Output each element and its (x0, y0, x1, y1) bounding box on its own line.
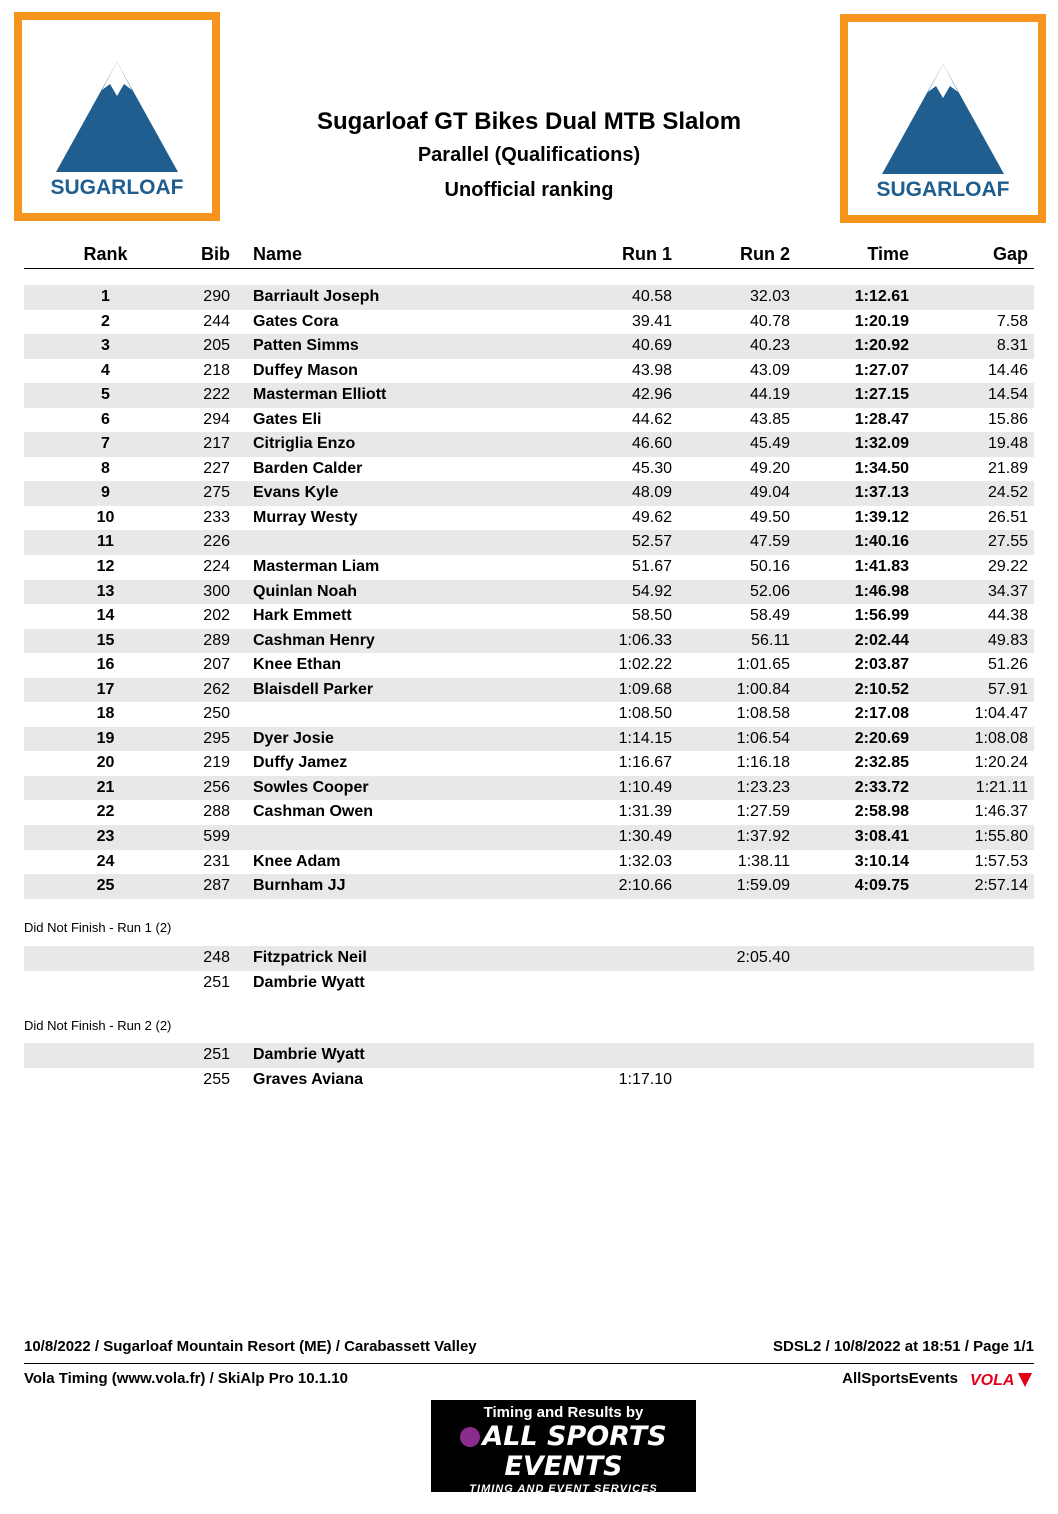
sponsor-line3: TIMING AND EVENT SERVICES (469, 1483, 658, 1495)
logo-text: SUGARLOAF (876, 178, 1010, 201)
cell-bib: 251 (203, 973, 230, 991)
cell-run1: 40.69 (631, 337, 672, 355)
cell-rank: 4 (101, 361, 110, 379)
cell-bib: 218 (203, 361, 230, 379)
cell-bib: 290 (203, 288, 230, 305)
cell-run2: 45.49 (749, 435, 790, 453)
cell-rank: 13 (96, 582, 115, 600)
cell-run1: 46.60 (631, 435, 672, 453)
cell-bib: 288 (203, 803, 230, 821)
cell-name: Murray Westy (253, 508, 358, 526)
cell-bib: 207 (203, 656, 230, 674)
cell-gap: 1:46.37 (974, 803, 1028, 821)
cell-run2: 40.78 (749, 312, 790, 330)
cell-gap: 29.22 (987, 558, 1028, 576)
cell-rank: 7 (101, 435, 110, 453)
cell-name: Graves Aviana (253, 1070, 363, 1088)
cell-rank: 15 (96, 631, 115, 649)
cell-name: Dyer Josie (253, 729, 334, 747)
cell-run2: 1:01.65 (736, 656, 790, 674)
cell-run2: 43.85 (749, 410, 790, 428)
table-row (24, 1068, 1034, 1093)
cell-gap: 1:04.47 (974, 705, 1028, 723)
cell-name: Duffey Mason (253, 361, 358, 379)
event-subtitle: Parallel (Qualifications) (417, 144, 641, 166)
cell-bib: 275 (203, 484, 230, 502)
cell-time: 2:17.08 (854, 705, 909, 723)
cell-name: Gates Eli (253, 410, 322, 428)
cell-run2: 58.49 (749, 607, 790, 625)
cell-name: Hark Emmett (253, 607, 352, 625)
cell-rank: 17 (96, 680, 115, 698)
cell-bib: 255 (203, 1070, 230, 1088)
cell-rank: 20 (96, 754, 115, 772)
cell-run2: 44.19 (749, 386, 790, 404)
cell-bib: 294 (203, 410, 230, 428)
cell-name: Masterman Liam (253, 558, 380, 576)
table-row (24, 800, 1034, 825)
cell-rank: 19 (96, 729, 115, 747)
cell-run1: 1:10.49 (618, 778, 672, 796)
cell-rank: 9 (101, 484, 110, 502)
dnf-run2-label: Did Not Finish - Run 2 (2) (24, 1018, 172, 1033)
cell-bib: 287 (203, 877, 230, 895)
table-row (24, 383, 1034, 408)
cell-rank: 6 (101, 410, 110, 428)
cell-name: Knee Ethan (253, 656, 342, 674)
cell-name: Evans Kyle (253, 484, 339, 502)
ranking-label: Unofficial ranking (444, 179, 614, 201)
cell-bib: 262 (203, 680, 230, 698)
cell-rank: 24 (96, 852, 115, 870)
cell-run2: 52.06 (749, 582, 790, 600)
cell-name: Citriglia Enzo (253, 435, 356, 453)
cell-gap: 57.91 (987, 680, 1028, 698)
cell-run2: 1:06.54 (736, 729, 790, 747)
cell-rank: 10 (96, 508, 115, 526)
sugarloaf-logo-left (14, 12, 220, 221)
cell-time: 1:56.99 (854, 607, 909, 625)
cell-run1: 58.50 (631, 607, 672, 625)
cell-run1: 1:31.39 (618, 803, 672, 821)
cell-gap: 26.51 (987, 508, 1028, 526)
cell-run2: 40.23 (749, 337, 790, 355)
cell-run2: 50.16 (749, 558, 790, 576)
col-rank: Rank (83, 244, 128, 264)
cell-rank: 11 (97, 533, 114, 551)
table-row (24, 874, 1034, 899)
cell-bib: 219 (203, 754, 230, 772)
cell-gap: 8.31 (996, 337, 1028, 355)
cell-time: 1:39.12 (854, 508, 909, 526)
cell-run1: 1:02.22 (618, 656, 672, 674)
cell-rank: 18 (96, 705, 115, 723)
cell-rank: 2 (101, 312, 110, 330)
cell-bib: 231 (203, 852, 230, 870)
cell-gap: 14.46 (987, 361, 1028, 379)
cell-time: 2:32.85 (854, 754, 909, 772)
cell-bib: 248 (203, 949, 230, 966)
cell-gap: 1:21.11 (975, 778, 1028, 796)
cell-gap: 1:57.53 (974, 852, 1028, 870)
cell-gap: 2:57.14 (974, 877, 1028, 895)
table-row (24, 776, 1034, 801)
results-header (24, 242, 1034, 269)
cell-run1: 1:32.03 (618, 852, 672, 870)
cell-run1: 49.62 (631, 508, 672, 526)
cell-name: Masterman Elliott (253, 386, 387, 404)
svg-text:VOLA: VOLA (970, 1372, 1015, 1389)
cell-bib: 244 (203, 312, 230, 330)
cell-time: 1:28.47 (854, 410, 909, 428)
cell-run2: 1:16.18 (736, 754, 790, 772)
software-credit: Vola Timing (www.vola.fr) / SkiAlp Pro 10.1.10 (24, 1370, 348, 1387)
cell-rank: 21 (96, 778, 115, 796)
results-table (24, 285, 1034, 899)
table-row (24, 359, 1034, 384)
col-time: Time (867, 244, 909, 264)
cell-rank: 25 (96, 877, 115, 895)
cell-time: 2:10.52 (854, 680, 909, 698)
cell-gap: 24.52 (987, 484, 1028, 502)
cell-bib: 202 (203, 607, 230, 625)
col-bib: Bib (201, 244, 230, 264)
cell-time: 1:20.19 (854, 312, 909, 330)
cell-run1: 1:06.33 (618, 631, 672, 649)
table-row (24, 629, 1034, 654)
table-row (24, 971, 1034, 996)
col-name: Name (253, 244, 303, 264)
cell-run2: 49.50 (749, 508, 790, 526)
cell-gap: 27.55 (987, 533, 1028, 551)
cell-gap: 7.58 (996, 312, 1028, 330)
table-row (24, 580, 1034, 605)
cell-gap: 49.83 (987, 631, 1028, 649)
cell-name: Knee Adam (253, 852, 341, 870)
table-row (24, 604, 1034, 629)
footer-software (24, 1370, 1034, 1394)
cell-run2: 49.04 (749, 484, 790, 502)
cell-name: Cashman Henry (253, 631, 375, 649)
cell-bib: 300 (203, 582, 230, 600)
cell-time: 2:33.72 (854, 778, 909, 796)
cell-bib: 295 (203, 729, 230, 747)
cell-name: Sowles Cooper (253, 778, 369, 796)
cell-gap: 14.54 (987, 386, 1028, 404)
cell-bib: 289 (203, 631, 230, 649)
mountain-icon (848, 22, 1038, 215)
table-row (24, 727, 1034, 752)
table-row (24, 408, 1034, 433)
vola-logo (968, 1370, 1034, 1390)
cell-time: 1:41.83 (854, 558, 909, 576)
cell-gap: 1:08.08 (974, 729, 1028, 747)
stopwatch-icon (460, 1427, 480, 1447)
cell-time: 1:37.13 (854, 484, 909, 502)
cell-run2: 47.59 (749, 533, 790, 551)
cell-run1: 1:16.67 (618, 754, 672, 772)
table-row (24, 678, 1034, 703)
table-row (24, 457, 1034, 482)
cell-run1: 51.67 (631, 558, 672, 576)
table-row (24, 530, 1034, 555)
cell-time: 1:27.07 (854, 361, 909, 379)
cell-name: Quinlan Noah (253, 582, 357, 600)
cell-run2: 56.11 (751, 631, 790, 649)
footer-info (24, 1336, 1034, 1364)
cell-run1: 39.41 (631, 312, 672, 330)
cell-time: 2:03.87 (854, 656, 909, 674)
cell-run2: 32.03 (749, 288, 790, 305)
table-row (24, 825, 1034, 850)
cell-bib: 227 (203, 459, 230, 477)
cell-run2: 1:38.11 (737, 852, 790, 870)
cell-bib: 222 (203, 386, 230, 404)
cell-rank: 3 (101, 337, 110, 355)
cell-rank: 22 (96, 803, 115, 821)
cell-rank: 1 (101, 288, 110, 305)
cell-gap: 44.38 (987, 607, 1028, 625)
cell-name: Gates Cora (253, 312, 339, 330)
col-run1: Run 1 (621, 244, 672, 264)
cell-bib: 205 (203, 337, 230, 355)
table-row (24, 310, 1034, 335)
footer-page-info: SDSL2 / 10/8/2022 at 18:51 / Page 1/1 (773, 1338, 1034, 1355)
cell-gap: 1:20.24 (974, 754, 1028, 772)
cell-run2: 1:23.23 (736, 778, 790, 796)
table-row (24, 946, 1034, 971)
cell-rank: 8 (101, 459, 110, 477)
cell-run1: 1:17.10 (618, 1070, 672, 1088)
dnf-run2-table (24, 1043, 1034, 1092)
cell-run2: 2:05.40 (736, 949, 790, 966)
dnf-run1-table (24, 946, 1034, 995)
sponsor-line2: ALL SPORTS EVENTS (482, 1421, 667, 1482)
cell-time: 1:46.98 (854, 582, 909, 600)
cell-name: Cashman Owen (253, 803, 374, 821)
cell-run1: 54.92 (631, 582, 672, 600)
dnf-run1-label: Did Not Finish - Run 1 (2) (24, 920, 172, 935)
table-row (24, 850, 1034, 875)
col-gap: Gap (992, 244, 1028, 264)
cell-time: 1:34.50 (854, 459, 909, 477)
table-row (24, 1043, 1034, 1068)
cell-run1: 44.62 (631, 410, 672, 428)
cell-gap: 1:55.80 (974, 828, 1028, 846)
cell-time: 1:32.09 (854, 435, 909, 453)
cell-run1: 42.96 (631, 386, 672, 404)
cell-run2: 1:37.92 (736, 828, 790, 846)
cell-time: 2:58.98 (854, 803, 909, 821)
sugarloaf-logo-right (840, 14, 1046, 223)
cell-name: Barden Calder (253, 459, 363, 477)
cell-name: Dambrie Wyatt (253, 973, 365, 991)
cell-time: 2:20.69 (854, 729, 909, 747)
cell-time: 4:09.75 (854, 877, 909, 895)
title-block (230, 106, 828, 208)
table-row (24, 653, 1034, 678)
cell-gap: 51.26 (987, 656, 1028, 674)
cell-bib: 224 (203, 558, 230, 576)
cell-bib: 226 (203, 533, 230, 551)
table-row (24, 702, 1034, 727)
sponsor-line1: Timing and Results by (483, 1404, 644, 1421)
cell-gap: 34.37 (987, 582, 1028, 600)
table-row (24, 481, 1034, 506)
cell-name: Barriault Joseph (253, 288, 380, 305)
cell-rank: 16 (96, 656, 115, 674)
cell-rank: 14 (96, 607, 115, 625)
cell-name: Patten Simms (253, 337, 359, 355)
cell-run2: 1:59.09 (736, 877, 790, 895)
cell-name: Fitzpatrick Neil (253, 949, 367, 966)
cell-time: 1:40.16 (854, 533, 909, 551)
cell-run1: 1:14.15 (618, 729, 672, 747)
cell-run2: 49.20 (749, 459, 790, 477)
cell-rank: 23 (96, 828, 115, 846)
cell-run2: 43.09 (749, 361, 790, 379)
cell-run1: 1:30.49 (618, 828, 672, 846)
cell-gap: 21.89 (987, 459, 1028, 477)
cell-gap: 19.48 (987, 435, 1028, 453)
cell-time: 1:12.61 (854, 288, 909, 305)
logo-text: SUGARLOAF (50, 176, 184, 199)
table-row (24, 751, 1034, 776)
cell-name: Burnham JJ (253, 877, 346, 895)
cell-gap: 15.86 (987, 410, 1028, 428)
cell-bib: 250 (203, 705, 230, 723)
cell-run1: 48.09 (631, 484, 672, 502)
cell-run2: 1:27.59 (736, 803, 790, 821)
cell-run1: 1:08.50 (618, 705, 672, 723)
sponsor-line4: www.allsportsevents.com (477, 1497, 650, 1513)
cell-bib: 217 (203, 435, 230, 453)
cell-run1: 52.57 (631, 533, 672, 551)
cell-name: Blaisdell Parker (253, 680, 374, 698)
table-row (24, 334, 1034, 359)
cell-time: 3:10.14 (854, 852, 909, 870)
mountain-icon (22, 20, 212, 213)
cell-rank: 5 (101, 386, 110, 404)
all-sports-events-banner (431, 1400, 696, 1513)
cell-run1: 45.30 (631, 459, 672, 477)
cell-bib: 233 (203, 508, 230, 526)
cell-run1: 1:09.68 (618, 680, 672, 698)
cell-name: Dambrie Wyatt (253, 1046, 365, 1063)
footer-event-info: 10/8/2022 / Sugarloaf Mountain Resort (ME) / Carabassett Valley (24, 1338, 477, 1355)
table-row (24, 285, 1034, 310)
table-row (24, 506, 1034, 531)
cell-rank: 12 (96, 558, 115, 576)
cell-time: 2:02.44 (854, 631, 909, 649)
cell-bib: 251 (203, 1046, 230, 1063)
cell-bib: 256 (203, 778, 230, 796)
cell-run2: 1:08.58 (736, 705, 790, 723)
cell-run1: 43.98 (631, 361, 672, 379)
event-title: Sugarloaf GT Bikes Dual MTB Slalom (316, 108, 742, 135)
cell-run1: 2:10.66 (618, 877, 672, 895)
cell-time: 1:20.92 (854, 337, 909, 355)
cell-name: Duffy Jamez (253, 754, 348, 772)
col-run2: Run 2 (739, 244, 790, 264)
cell-time: 1:27.15 (854, 386, 909, 404)
cell-run2: 1:00.84 (736, 680, 790, 698)
table-row (24, 555, 1034, 580)
cell-run1: 40.58 (631, 288, 672, 305)
table-row (24, 432, 1034, 457)
cell-bib: 599 (203, 828, 230, 846)
org-name: AllSportsEvents (842, 1370, 958, 1387)
cell-time: 3:08.41 (854, 828, 909, 846)
